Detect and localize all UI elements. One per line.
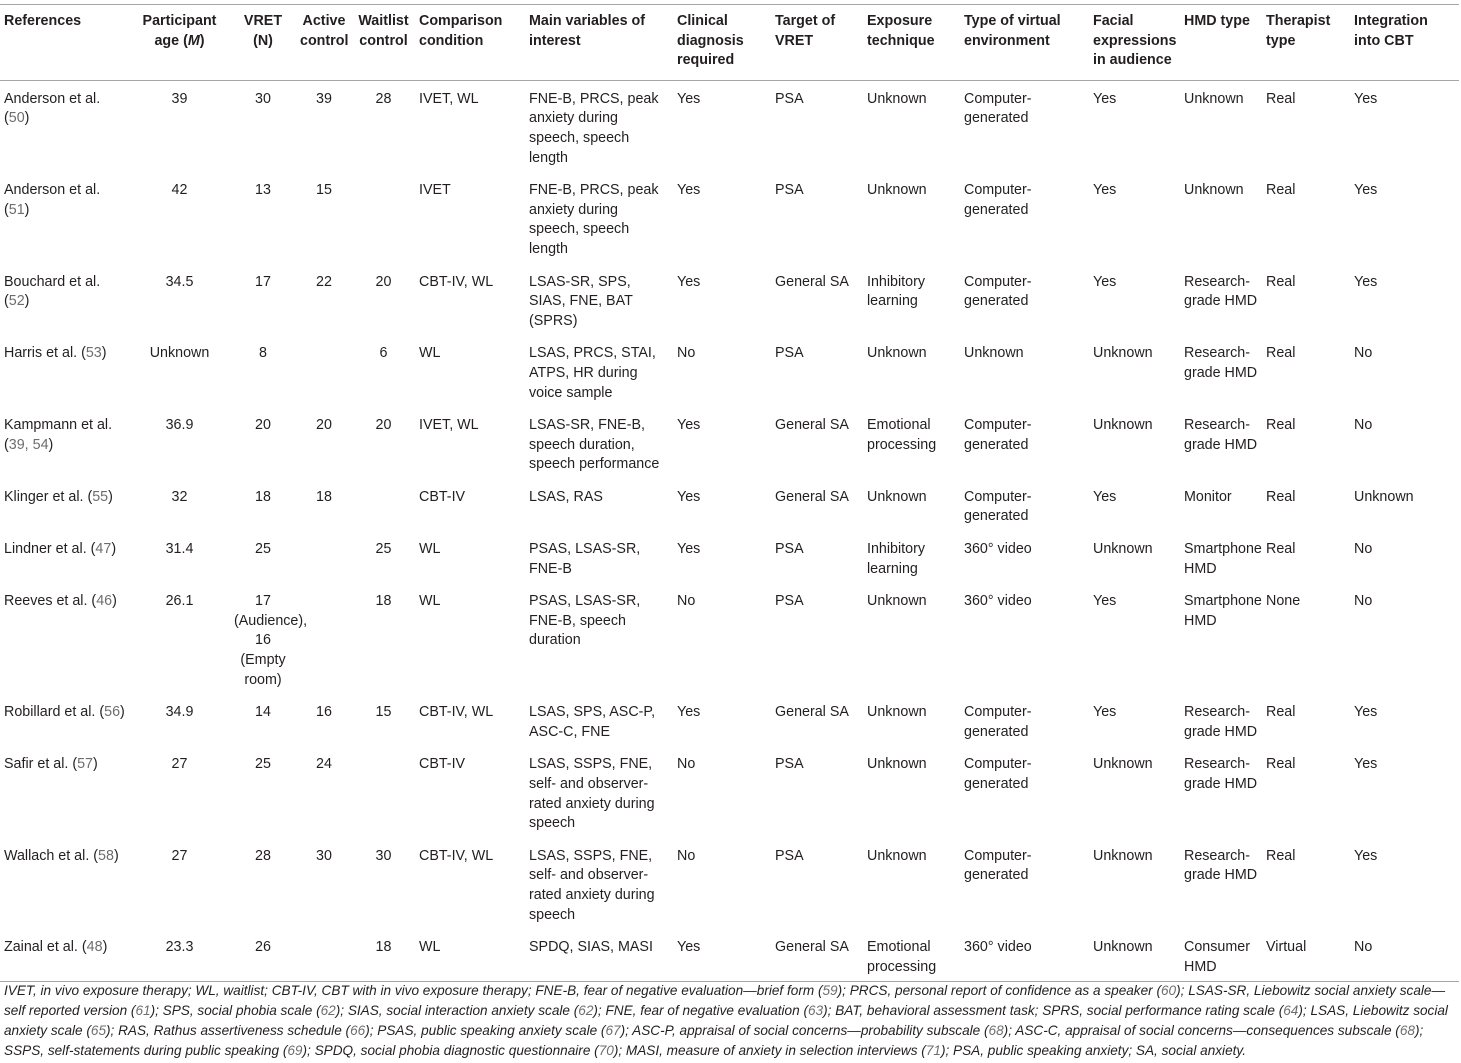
reference-text: Kampmann et al.	[4, 417, 113, 434]
cell-vret-n: 13	[255, 182, 271, 199]
cell-participant-age: 42	[171, 182, 188, 199]
cell-target-of-vret: General SA	[775, 704, 849, 721]
cell-vret-n: 20	[255, 417, 271, 434]
cell-integration-cbt: Yes	[1354, 182, 1378, 199]
cell-clinical-diagnosis: No	[677, 847, 696, 864]
cell-main-variables: LSAS, PRCS, STAI, ATPS, HR during voice sample	[529, 345, 656, 401]
footnote-citation-link[interactable]: 71	[925, 1043, 941, 1058]
cell-vret-n: 26	[230, 929, 296, 982]
footnote-citation-link[interactable]: 68	[1399, 1023, 1415, 1038]
cell-therapist-type: Real	[1266, 488, 1296, 505]
reference-text: Wallach et al.	[4, 847, 94, 864]
cell-therapist-type: Real	[1266, 756, 1296, 773]
cell-therapist-type: Real	[1266, 417, 1296, 434]
cell-reference: Zainal et al. (48)	[0, 929, 129, 982]
cell-exposure-technique: Inhibitory learning	[867, 273, 926, 310]
cell-reference: Bouchard et al. (52)	[4, 273, 101, 310]
table-row	[0, 479, 1459, 531]
cell-integration-cbt: Unknown	[1354, 488, 1414, 505]
cell-hmd-type: Research-grade HMD	[1184, 417, 1258, 453]
cell-clinical-diagnosis: No	[677, 345, 696, 362]
cell-vret-n: 8	[259, 345, 267, 362]
cell-active-control	[296, 531, 352, 583]
cell-virtual-environment: Computer-generated	[964, 182, 1032, 218]
cell-vret-n: 17 (Audience), 16 (Empty room)	[234, 593, 308, 688]
cell-active-control: 20	[316, 417, 332, 434]
cell-reference: Lindner et al. (47)	[4, 541, 117, 558]
cell-vret-n: 30	[255, 90, 271, 107]
cell-main-variables: FNE-B, PRCS, peak anxiety during speech, speech length	[529, 90, 659, 166]
cell-integration-cbt: Yes	[1354, 90, 1378, 107]
cell-target-of-vret: General SA	[771, 929, 863, 982]
citation-link[interactable]: 52	[8, 293, 25, 310]
cell-hmd-type: Consumer HMD	[1180, 929, 1262, 982]
table-row	[0, 407, 1459, 479]
cell-therapist-type: Real	[1266, 345, 1296, 362]
cell-comparison-condition: WL	[415, 929, 525, 982]
cell-therapist-type: Real	[1266, 704, 1296, 721]
header-clinical-diagnosis: Clinical diagnosis required	[673, 5, 771, 81]
header-waitlist-control: Waitlist control	[352, 5, 415, 81]
cell-clinical-diagnosis: Yes	[677, 90, 701, 107]
footnote-citation-link[interactable]: 64	[1283, 1003, 1299, 1018]
cell-waitlist-control: 6	[379, 345, 388, 362]
cell-comparison-condition: WL	[419, 593, 441, 610]
cell-comparison-condition: WL	[419, 345, 441, 362]
cell-active-control	[296, 335, 352, 407]
table-row	[0, 746, 1459, 837]
cell-vret-n: 25	[255, 756, 271, 773]
cell-hmd-type: Research-grade HMD	[1184, 345, 1258, 381]
cell-therapist-type: Virtual	[1262, 929, 1350, 982]
cell-exposure-technique: Unknown	[867, 847, 927, 864]
table-row	[0, 80, 1459, 172]
cell-clinical-diagnosis: Yes	[677, 488, 701, 505]
cell-integration-cbt: No	[1354, 417, 1373, 434]
header-participant-age: Participant age (M)	[129, 5, 230, 81]
footnote-text: ); ASC-P, appraisal of social concerns—probability subscale (	[620, 1023, 989, 1038]
cell-reference: Harris et al. (53)	[4, 345, 107, 362]
footnote-text: ); SIAS, social interaction anxiety scale (	[335, 1003, 579, 1018]
cell-exposure-technique: Emotional processing	[863, 929, 960, 982]
cell-virtual-environment: Computer-generated	[964, 847, 1032, 884]
cell-integration-cbt: No	[1354, 593, 1373, 610]
footnote-citation-link[interactable]: 62	[320, 1003, 336, 1018]
cell-active-control: 39	[316, 90, 332, 107]
cell-facial-expressions: Yes	[1093, 90, 1117, 107]
footnote-text: ); FNE, fear of negative evaluation (	[593, 1003, 808, 1018]
header-exposure-technique: Exposure technique	[863, 5, 960, 81]
cell-reference: Anderson et al. (51)	[4, 182, 101, 218]
cell-facial-expressions: Yes	[1093, 182, 1117, 199]
table-row	[0, 583, 1459, 694]
cell-clinical-diagnosis: Yes	[673, 929, 771, 982]
cell-comparison-condition: IVET	[419, 182, 451, 199]
reference-text: Robillard et al.	[4, 704, 100, 721]
cell-waitlist-control	[352, 172, 415, 263]
cell-participant-age: 39	[171, 90, 188, 107]
cell-main-variables: SPDQ, SIAS, MASI	[525, 929, 673, 982]
header-references: References	[0, 5, 129, 81]
table-row	[0, 172, 1459, 263]
cell-therapist-type: None	[1266, 593, 1301, 610]
reference-text: Bouchard et al.	[4, 273, 101, 290]
citation-link[interactable]: 47	[95, 541, 112, 558]
footnote-text: ); PRCS, personal report of confidence as a speaker (	[837, 983, 1161, 998]
footnote-text: ); LSAS-SR, Liebowitz social anxiety scale—self reported version (	[4, 983, 1446, 1018]
cell-main-variables: PSAS, LSAS-SR, FNE-B	[529, 541, 641, 577]
cell-therapist-type: Real	[1266, 182, 1296, 199]
cell-main-variables: LSAS, SSPS, FNE, self- and observer-rated anxiety during speech	[529, 756, 655, 832]
cell-active-control	[296, 583, 352, 694]
header-comparison-condition: Comparison condition	[415, 5, 525, 81]
table-row	[0, 838, 1459, 929]
footnote-citation-link[interactable]: 61	[135, 1003, 151, 1018]
cell-participant-age: 32	[171, 488, 188, 505]
cell-waitlist-control: 20	[375, 273, 392, 290]
cell-comparison-condition: IVET, WL	[419, 90, 479, 107]
cell-participant-age: 34.5	[165, 273, 194, 290]
cell-active-control: 30	[316, 847, 332, 864]
cell-integration-cbt: Yes	[1354, 847, 1378, 864]
cell-waitlist-control	[352, 746, 415, 837]
cell-virtual-environment: 360° video	[964, 593, 1032, 610]
footnote-text: IVET, in vivo exposure therapy; WL, waitlist; CBT-IV, CBT with in vivo exposure therapy; FNE-B, fear of negative evaluation—brief form (	[4, 983, 823, 998]
cell-virtual-environment: Computer-generated	[964, 488, 1032, 525]
cell-facial-expressions: Unknown	[1093, 847, 1153, 864]
cell-clinical-diagnosis: Yes	[677, 541, 701, 558]
table-row	[0, 264, 1459, 336]
cell-exposure-technique: Unknown	[867, 182, 927, 199]
footnote-text: ); MASI, measure of anxiety in selection interviews (	[613, 1043, 926, 1058]
reference-text: Lindner et al.	[4, 541, 91, 558]
cell-active-control: 15	[316, 182, 332, 199]
header-facial-expressions: Facial expressions in audience	[1089, 5, 1180, 81]
citation-link[interactable]: 56	[104, 704, 121, 721]
citation-link[interactable]: 53	[85, 345, 102, 362]
cell-hmd-type: Research-grade HMD	[1184, 273, 1258, 310]
footnote-citation-link[interactable]: 67	[605, 1023, 621, 1038]
cell-participant-age: 27	[171, 847, 188, 864]
cell-exposure-technique: Unknown	[867, 704, 927, 721]
cell-exposure-technique: Unknown	[867, 90, 927, 107]
cell-virtual-environment: Computer-generated	[964, 273, 1032, 310]
reference-text: Reeves et al.	[4, 593, 92, 610]
cell-participant-age: 27	[171, 756, 188, 773]
cell-comparison-condition: CBT-IV	[419, 488, 466, 505]
footnote-text: ); PSA, public speaking anxiety; SA, social anxiety.	[940, 1043, 1246, 1058]
cell-facial-expressions: Yes	[1093, 593, 1117, 610]
cell-hmd-type: Research-grade HMD	[1184, 756, 1258, 792]
reference-text: Harris et al.	[4, 345, 82, 362]
cell-comparison-condition: IVET, WL	[419, 417, 479, 434]
cell-vret-n: 17	[255, 273, 271, 290]
footnote-text: ); PSAS, public speaking anxiety scale (	[365, 1023, 606, 1038]
cell-facial-expressions: Unknown	[1093, 541, 1153, 558]
header-virtual-environment: Type of virtual environment	[960, 5, 1089, 81]
reference-text: Zainal et al.	[4, 939, 82, 956]
cell-therapist-type: Real	[1266, 847, 1296, 864]
cell-clinical-diagnosis: No	[677, 756, 696, 773]
cell-participant-age: 36.9	[165, 417, 194, 434]
cell-comparison-condition: CBT-IV, WL	[419, 704, 494, 721]
cell-waitlist-control: 15	[375, 704, 392, 721]
table-row	[0, 929, 1459, 982]
footnote-text: ); ASC-C, appraisal of social concerns—consequences subscale (	[1003, 1023, 1400, 1038]
cell-reference: Anderson et al. (50)	[4, 90, 101, 127]
cell-exposure-technique: Unknown	[867, 345, 927, 362]
cell-waitlist-control: 30	[375, 847, 392, 864]
cell-therapist-type: Real	[1266, 90, 1296, 107]
cell-hmd-type: Smartphone HMD	[1184, 541, 1262, 577]
cell-facial-expressions: Unknown	[1089, 929, 1180, 982]
cell-vret-n: 18	[255, 488, 271, 505]
reference-text: Anderson et al.	[4, 90, 101, 107]
cell-main-variables: LSAS-SR, FNE-B, speech duration, speech performance	[529, 417, 660, 473]
cell-reference: Safir et al. (57)	[4, 756, 98, 773]
cell-active-control: 22	[316, 273, 332, 290]
cell-active-control: 16	[316, 704, 332, 721]
cell-waitlist-control: 18	[352, 929, 415, 982]
cell-target-of-vret: General SA	[775, 273, 849, 290]
cell-virtual-environment: Computer-generated	[964, 417, 1032, 453]
table-row	[0, 694, 1459, 746]
cell-comparison-condition: CBT-IV	[419, 756, 466, 773]
cell-clinical-diagnosis: Yes	[677, 704, 701, 721]
citation-link[interactable]: 57	[77, 756, 94, 773]
cell-virtual-environment: Unknown	[964, 345, 1024, 362]
cell-target-of-vret: PSA	[775, 593, 804, 610]
footnote-citation-link[interactable]: 62	[578, 1003, 594, 1018]
cell-facial-expressions: Yes	[1093, 273, 1117, 290]
table-row	[0, 335, 1459, 407]
footnote-citation-link[interactable]: 65	[90, 1023, 107, 1038]
footnote-citation-link[interactable]: 59	[822, 983, 838, 998]
cell-main-variables: FNE-B, PRCS, peak anxiety during speech, speech length	[529, 182, 659, 257]
cell-participant-age: Unknown	[149, 345, 210, 362]
cell-participant-age: 31.4	[165, 541, 194, 558]
cell-hmd-type: Unknown	[1184, 90, 1244, 107]
cell-therapist-type: Real	[1266, 541, 1296, 558]
cell-exposure-technique: Unknown	[867, 488, 927, 505]
cell-hmd-type: Research-grade HMD	[1184, 847, 1258, 884]
table-row	[0, 531, 1459, 583]
cell-facial-expressions: Unknown	[1093, 756, 1153, 773]
cell-reference: Kampmann et al. (39, 54)	[4, 417, 113, 453]
cell-waitlist-control: 25	[375, 541, 392, 558]
footnote-citation-link[interactable]: 63	[807, 1003, 824, 1018]
header-vret-n: VRET (N)	[230, 5, 296, 81]
cell-active-control: 24	[316, 756, 332, 773]
cell-main-variables: LSAS-SR, SPS, SIAS, FNE, BAT (SPRS)	[529, 273, 633, 329]
cell-virtual-environment: Computer-generated	[964, 704, 1032, 740]
footnote-text: ); SSPS, self-statements during public speaking (	[4, 1023, 1424, 1058]
cell-integration-cbt: No	[1354, 345, 1373, 362]
cell-reference: Wallach et al. (58)	[4, 847, 119, 864]
citation-link[interactable]: 58	[98, 847, 114, 864]
cell-exposure-technique: Emotional processing	[867, 417, 937, 453]
cell-exposure-technique: Unknown	[867, 756, 927, 773]
cell-integration-cbt: Yes	[1354, 273, 1378, 290]
cell-active-control: 18	[316, 488, 332, 505]
cell-therapist-type: Real	[1266, 273, 1296, 290]
cell-reference: Klinger et al. (55)	[4, 488, 113, 505]
footnote-citation-link[interactable]: 70	[598, 1043, 614, 1058]
cell-target-of-vret: General SA	[775, 488, 849, 505]
cell-main-variables: LSAS, RAS	[529, 488, 603, 505]
cell-integration-cbt: Yes	[1354, 756, 1378, 773]
cell-facial-expressions: Yes	[1093, 488, 1117, 505]
citation-link[interactable]: 51	[8, 201, 25, 218]
citation-link[interactable]: 39, 54	[8, 436, 49, 453]
cell-clinical-diagnosis: Yes	[677, 417, 701, 434]
cell-target-of-vret: PSA	[775, 345, 804, 362]
cell-participant-age: 23.3	[129, 929, 230, 982]
cell-waitlist-control	[352, 479, 415, 531]
cell-reference: Robillard et al. (56)	[4, 704, 125, 721]
cell-facial-expressions: Yes	[1093, 704, 1117, 721]
footnote-citation-link[interactable]: 68	[988, 1023, 1004, 1038]
cell-virtual-environment: 360° video	[960, 929, 1089, 982]
cell-waitlist-control: 28	[375, 90, 392, 107]
footnote-text: ); BAT, behavioral assessment task; SPRS, social performance rating scale (	[823, 1003, 1284, 1018]
cell-facial-expressions: Unknown	[1093, 345, 1153, 362]
footnote-text: ); SPS, social phobia scale (	[150, 1003, 321, 1018]
reference-text: Safir et al.	[4, 756, 73, 773]
cell-virtual-environment: 360° video	[964, 541, 1032, 558]
header-target-of-vret: Target of VRET	[771, 5, 863, 81]
cell-hmd-type: Smartphone HMD	[1184, 593, 1262, 629]
header-hmd-type: HMD type	[1180, 5, 1262, 81]
cell-integration-cbt: No	[1350, 929, 1459, 982]
cell-vret-n: 28	[255, 847, 271, 864]
footnote-text: ); RAS, Rathus assertiveness schedule (	[106, 1023, 351, 1038]
header-therapist-type: Therapist type	[1262, 5, 1350, 81]
footnote-citation-link[interactable]: 69	[287, 1043, 303, 1058]
cell-target-of-vret: General SA	[775, 417, 849, 434]
cell-clinical-diagnosis: Yes	[677, 273, 701, 290]
cell-virtual-environment: Computer-generated	[964, 90, 1032, 127]
cell-hmd-type: Monitor	[1184, 488, 1232, 505]
cell-target-of-vret: PSA	[775, 847, 804, 864]
cell-comparison-condition: WL	[419, 541, 441, 558]
cell-active-control	[296, 929, 352, 982]
footnote-text: ); SPDQ, social phobia diagnostic questionnaire (	[302, 1043, 599, 1058]
cell-reference: Reeves et al. (46)	[4, 593, 117, 610]
cell-clinical-diagnosis: Yes	[677, 182, 701, 199]
cell-participant-age: 34.9	[165, 704, 194, 721]
header-row	[0, 5, 1459, 81]
table-footnote	[4, 981, 1454, 1061]
cell-integration-cbt: No	[1354, 541, 1373, 558]
citation-link[interactable]: 46	[96, 593, 113, 610]
cell-facial-expressions: Unknown	[1093, 417, 1153, 434]
cell-target-of-vret: PSA	[775, 182, 804, 199]
citation-link[interactable]: 50	[8, 110, 25, 127]
reference-text: Anderson et al.	[4, 182, 101, 199]
cell-clinical-diagnosis: No	[677, 593, 696, 610]
cell-vret-n: 14	[255, 704, 271, 721]
header-integration-cbt: Integration into CBT	[1350, 5, 1459, 81]
cell-waitlist-control: 20	[375, 417, 392, 434]
header-main-variables: Main variables of interest	[525, 5, 673, 81]
cell-comparison-condition: CBT-IV, WL	[419, 847, 494, 864]
table-body	[0, 80, 1459, 982]
cell-comparison-condition: CBT-IV, WL	[419, 273, 494, 290]
cell-main-variables: LSAS, SSPS, FNE, self- and observer-rated anxiety during speech	[529, 847, 655, 923]
cell-main-variables: LSAS, SPS, ASC-P, ASC-C, FNE	[529, 704, 656, 740]
studies-table	[0, 4, 1459, 982]
cell-vret-n: 25	[255, 541, 271, 558]
reference-text: Klinger et al.	[4, 488, 88, 505]
footnote-citation-link[interactable]: 60	[1161, 983, 1177, 998]
cell-hmd-type: Research-grade HMD	[1184, 704, 1258, 740]
citation-link[interactable]: 48	[86, 939, 103, 956]
cell-exposure-technique: Inhibitory learning	[867, 541, 926, 577]
cell-hmd-type: Unknown	[1184, 182, 1244, 199]
footnote-text: ); LSAS, Liebowitz social anxiety scale (	[4, 1003, 1448, 1038]
cell-target-of-vret: PSA	[775, 756, 804, 773]
cell-virtual-environment: Computer-generated	[964, 756, 1032, 792]
cell-exposure-technique: Unknown	[867, 593, 927, 610]
cell-target-of-vret: PSA	[775, 541, 804, 558]
cell-participant-age: 26.1	[165, 593, 194, 610]
citation-link[interactable]: 55	[92, 488, 109, 505]
cell-waitlist-control: 18	[375, 593, 392, 610]
header-active-control: Active control	[296, 5, 352, 81]
cell-integration-cbt: Yes	[1354, 704, 1378, 721]
cell-target-of-vret: PSA	[775, 90, 804, 107]
footnote-citation-link[interactable]: 66	[350, 1023, 366, 1038]
cell-main-variables: PSAS, LSAS-SR, FNE-B, speech duration	[529, 593, 641, 649]
